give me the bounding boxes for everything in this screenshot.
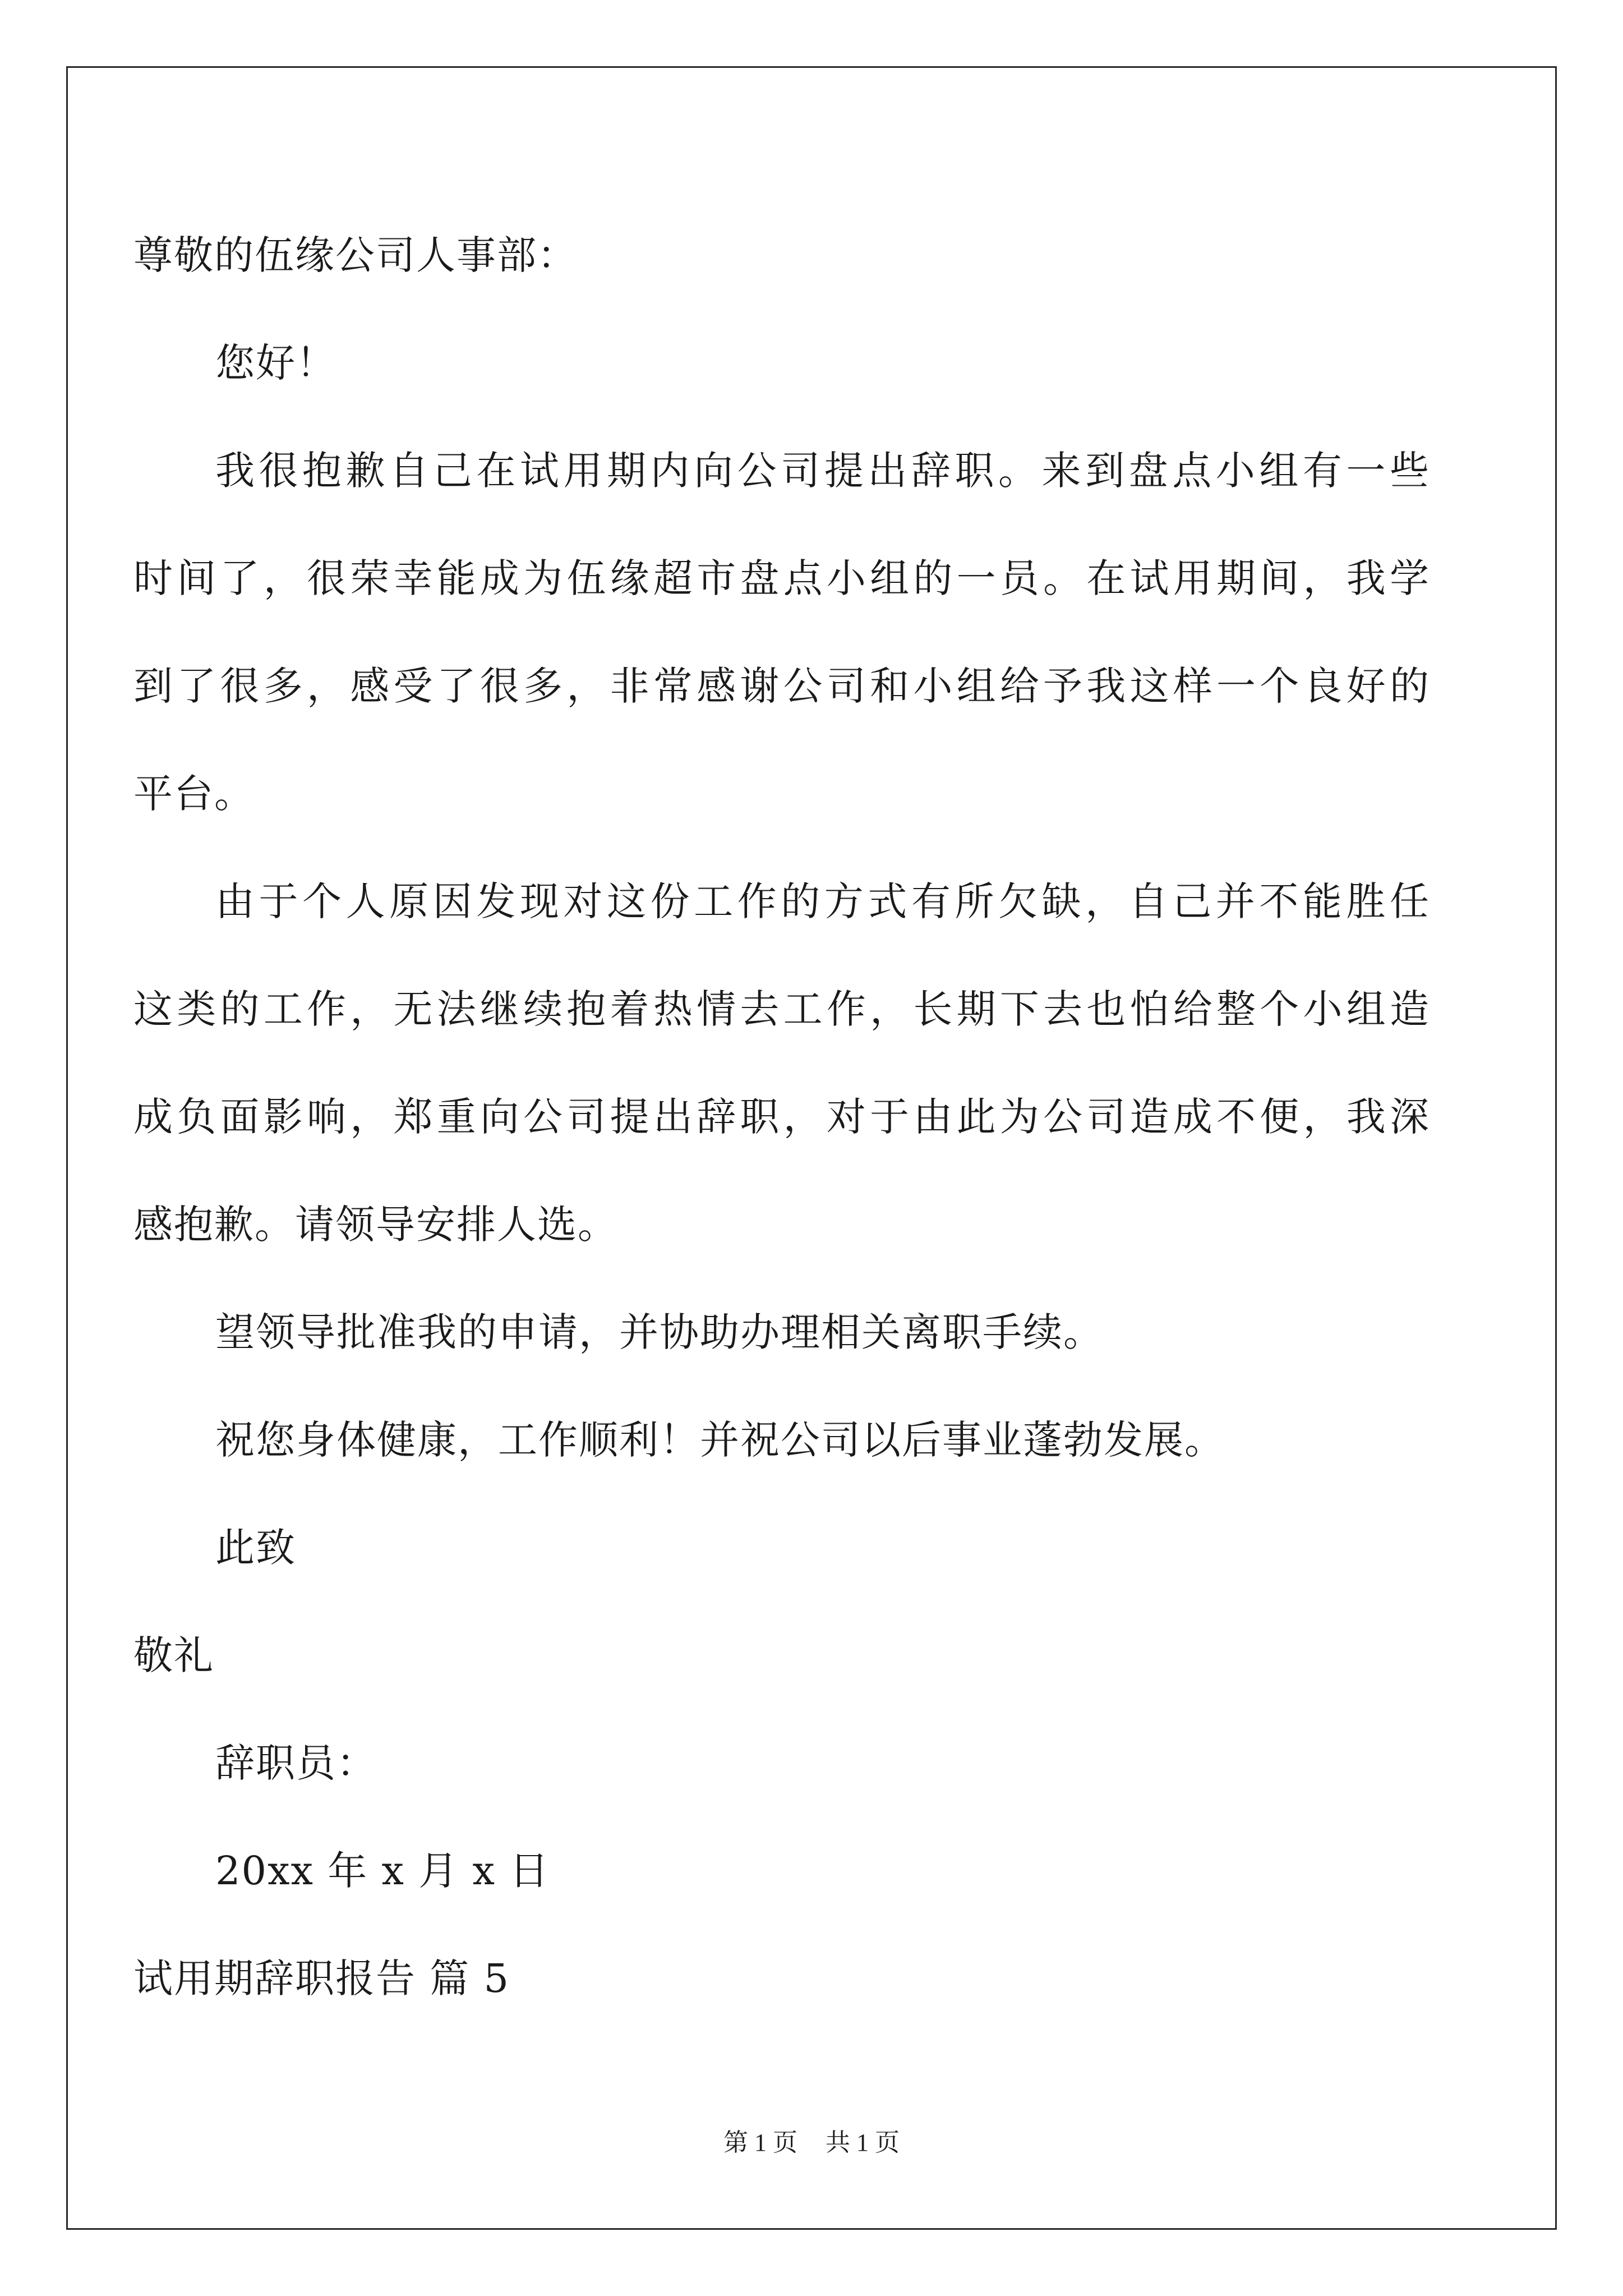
paragraph-1-line-2: 时间了，很荣幸能成为伍缘超市盘点小组的一员。在试用期间，我学 [133,555,1430,601]
paragraph-1-line-3: 到了很多，感受了很多，非常感谢公司和小组给予我这样一个良好的 [133,663,1430,709]
paragraph-2-line-1: 由于个人原因发现对这份工作的方式有所欠缺，自己并不能胜任 [215,878,1430,924]
page-number: 第 1 页 [723,2129,797,2156]
date-line: 20xx 年 x 月 x 日 [215,1848,550,1894]
page-total: 共 1 页 [826,2129,900,2156]
paragraph-2-line-4: 感抱歉。请领导安排人选。 [133,1202,618,1248]
signer-label: 辞职员： [215,1740,377,1786]
page-border [66,66,1557,2230]
paragraph-2-line-3: 成负面影响，郑重向公司提出辞职，对于由此为公司造成不便，我深 [133,1094,1430,1140]
page-footer [0,2129,1623,2156]
paragraph-3: 望领导批准我的申请，并协助办理相关离职手续。 [215,1309,1104,1355]
closing-ci-zhi: 此致 [215,1525,296,1571]
closing-jing-li: 敬礼 [133,1632,214,1678]
paragraph-1-line-4: 平台。 [133,771,255,817]
next-section-title: 试用期辞职报告 篇 5 [133,1955,510,2001]
paragraph-2-line-2: 这类的工作，无法继续抱着热情去工作，长期下去也怕给整个小组造 [133,986,1430,1032]
paragraph-4: 祝您身体健康，工作顺利！并祝公司以后事业蓬勃发展。 [215,1417,1225,1463]
greeting: 您好！ [215,340,336,386]
paragraph-1-line-1: 我很抱歉自己在试用期内向公司提出辞职。来到盘点小组有一些 [215,448,1430,494]
salutation: 尊敬的伍缘公司人事部： [133,232,578,278]
